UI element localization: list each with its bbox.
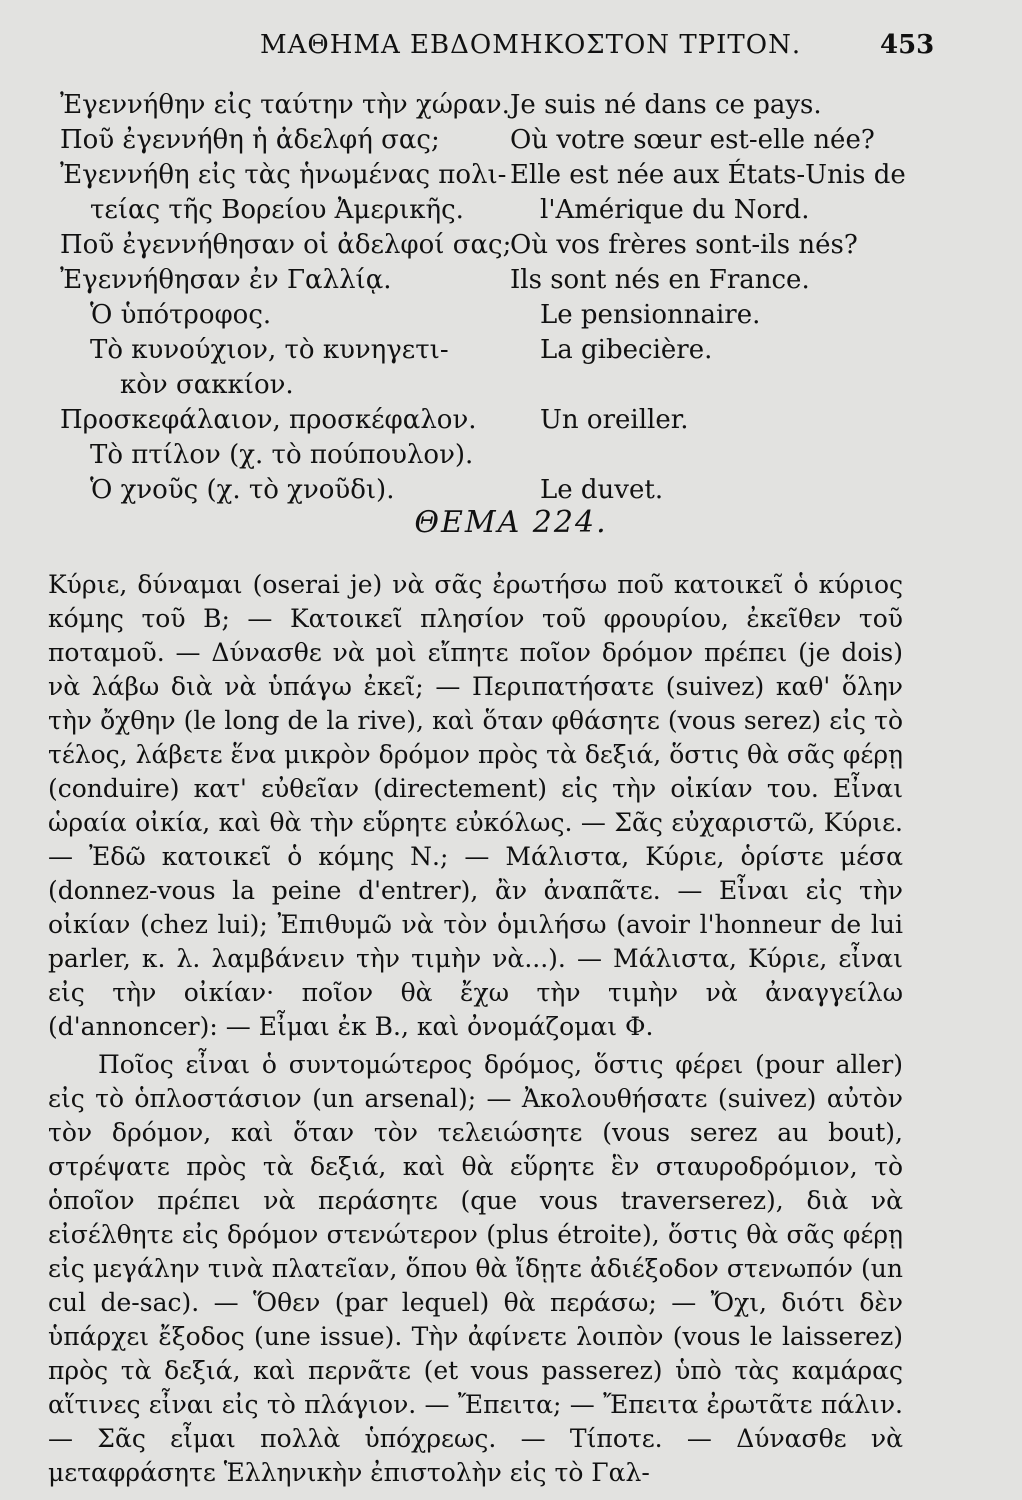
vocab-row	[60, 300, 960, 335]
vocab-greek: τείας τῆς Βορείου Ἀμερικῆς.	[90, 195, 464, 225]
vocab-row	[60, 195, 960, 230]
vocab-greek: Προσκεφάλαιον, προσκέφαλον.	[60, 405, 477, 435]
vocab-greek: Τὸ πτίλον (χ. τὸ πούπουλον).	[90, 440, 474, 470]
vocab-greek: Ἐγεννήθη εἰς τὰς ἡνωμένας πολι-	[60, 160, 507, 190]
exercise-text	[48, 568, 903, 1490]
vocab-french: Je suis né dans ce pays.	[510, 90, 822, 120]
vocab-row	[60, 160, 960, 195]
vocab-greek: Ὁ ὑπότροφος.	[90, 300, 272, 330]
chapter-title: ΜΑΘΗΜΑ ΕΒΔΟΜΗΚΟΣΤΟΝ ΤΡΙΤΟΝ.	[260, 30, 802, 60]
vocab-french: Ils sont nés en France.	[510, 265, 810, 295]
vocab-greek: κὸν σακκίον.	[120, 370, 294, 400]
vocab-greek: Ὁ χνοῦς (χ. τὸ χνοῦδι).	[90, 475, 395, 505]
vocab-french: l'Amérique du Nord.	[540, 195, 810, 225]
vocab-row	[60, 405, 960, 440]
vocab-greek: Τὸ κυνούχιον, τὸ κυνηγετι-	[90, 335, 449, 365]
vocabulary-list	[60, 90, 960, 510]
paragraph: Ποῖος εἶναι ὁ συντομώτερος δρόμος, ὅστις φέρει (pour aller) εἰς τὸ ὁπλοστάσιον (un arsenal); — Ἀκολουθήσατε (suivez) αὐτὸν τὸν δρόμον, καὶ ὅταν τὸν τελειώσητε (vous serez au bout), στρέψατε πρὸς τὰ δεξιά, καὶ θὰ εὕρητε ἓν σταυροδρόμιον, τὸ ὁποῖον πρέπει νὰ περάσητε (que vous traverserez), διὰ νὰ εἰσέλθητε εἰς δρόμον στενώτερον (plus étroite), ὅστις θὰ σᾶς φέρῃ εἰς μεγάλην τινὰ πλατεῖαν, ὅπου θὰ ἴδῃτε ἀδιέξοδον στενωπόν (un cul de-sac). — Ὅθεν (par lequel) θὰ περάσω; — Ὄχι, διότι δὲν ὑπάρχει ἔξοδος (une issue). Τὴν ἀφίνετε λοιπὸν (vous le laisserez) πρὸς τὰ δεξιά, καὶ περνᾶτε (et vous passerez) ὑπὸ τὰς καμάρας αἵτινες εἶναι εἰς τὸ πλάγιον. — Ἔπειτα; — Ἔπειτα ἐρωτᾶτε πάλιν. — Σᾶς εἶμαι πολλὰ ὑπόχρεως. — Τίποτε. — Δύνασθε νὰ μεταφράσητε Ἑλληνικὴν ἐπιστολὴν εἰς τὸ Γαλ-	[48, 1050, 903, 1487]
vocab-row	[60, 335, 960, 370]
theme-heading: ΘΕΜΑ 224.	[414, 505, 608, 540]
paragraph: Κύριε, δύναμαι (oserai je) νὰ σᾶς ἐρωτήσω ποῦ κατοικεῖ ὁ κύριος κόμης τοῦ Β; — Κατοικεῖ πλησίον τοῦ φρουρίου, ἐκεῖθεν τοῦ ποταμοῦ. — Δύνασθε νὰ μοὶ εἴπητε ποῖον δρόμον πρέπει (je dois) νὰ λάβω διὰ νὰ ὑπάγω ἐκεῖ; — Περιπατήσατε (suivez) καθ' ὅλην τὴν ὄχθην (le long de la rive), καὶ ὅταν φθάσητε (vous serez) εἰς τὸ τέλος, λάβετε ἕνα μικρὸν δρόμον πρὸς τὰ δεξιά, ὅστις θὰ σᾶς φέρῃ (conduire) κατ' εὐθεῖαν (directement) εἰς τὴν οἰκίαν του. Εἶναι ὡραία οἰκία, καὶ θὰ τὴν εὕρητε εὐκόλως. — Σᾶς εὐχαριστῶ, Κύριε. — Ἐδῶ κατοικεῖ ὁ κόμης Ν.; — Μάλιστα, Κύριε, ὁρίστε μέσα (donnez-vous la peine d'entrer), ἂν ἀναπᾶτε. — Εἶναι εἰς τὴν οἰκίαν (chez lui); Ἐπιθυμῶ νὰ τὸν ὁμιλήσω (avoir l'honneur de lui parler, κ. λ. λαμβάνειν τὴν τιμὴν νὰ...). — Μάλιστα, Κύριε, εἶναι εἰς τὴν οἰκίαν· ποῖον θὰ ἔχω τὴν τιμὴν νὰ ἀναγγείλω (d'annoncer): — Εἶμαι ἐκ Β., καὶ ὀνομάζομαι Φ.	[48, 570, 903, 1041]
vocab-row	[60, 230, 960, 265]
vocab-french: Le duvet.	[540, 475, 664, 505]
vocab-row	[60, 370, 960, 405]
vocab-row	[60, 440, 960, 475]
vocab-row	[60, 90, 960, 125]
vocab-greek: Ποῦ ἐγεννήθησαν οἱ ἀδελφοί σας;	[60, 230, 512, 260]
vocab-french: Le pensionnaire.	[540, 300, 761, 330]
vocab-row	[60, 265, 960, 300]
page-number: 453	[880, 30, 935, 60]
vocab-greek: Ποῦ ἐγεννήθη ἡ ἀδελφή σας;	[60, 125, 440, 155]
vocab-greek: Ἐγεννήθησαν ἐν Γαλλίᾳ.	[60, 265, 392, 295]
vocab-french: Où vos frères sont-ils nés?	[510, 230, 858, 260]
vocab-french: Elle est née aux États-Unis de	[510, 160, 906, 190]
running-header	[0, 30, 1022, 70]
vocab-row	[60, 125, 960, 160]
vocab-french: La gibecière.	[540, 335, 713, 365]
vocab-greek: Ἐγεννήθην εἰς ταύτην τὴν χώραν.	[60, 90, 510, 120]
vocab-french: Un oreiller.	[540, 405, 689, 435]
vocab-french: Où votre sœur est-elle née?	[510, 125, 875, 155]
